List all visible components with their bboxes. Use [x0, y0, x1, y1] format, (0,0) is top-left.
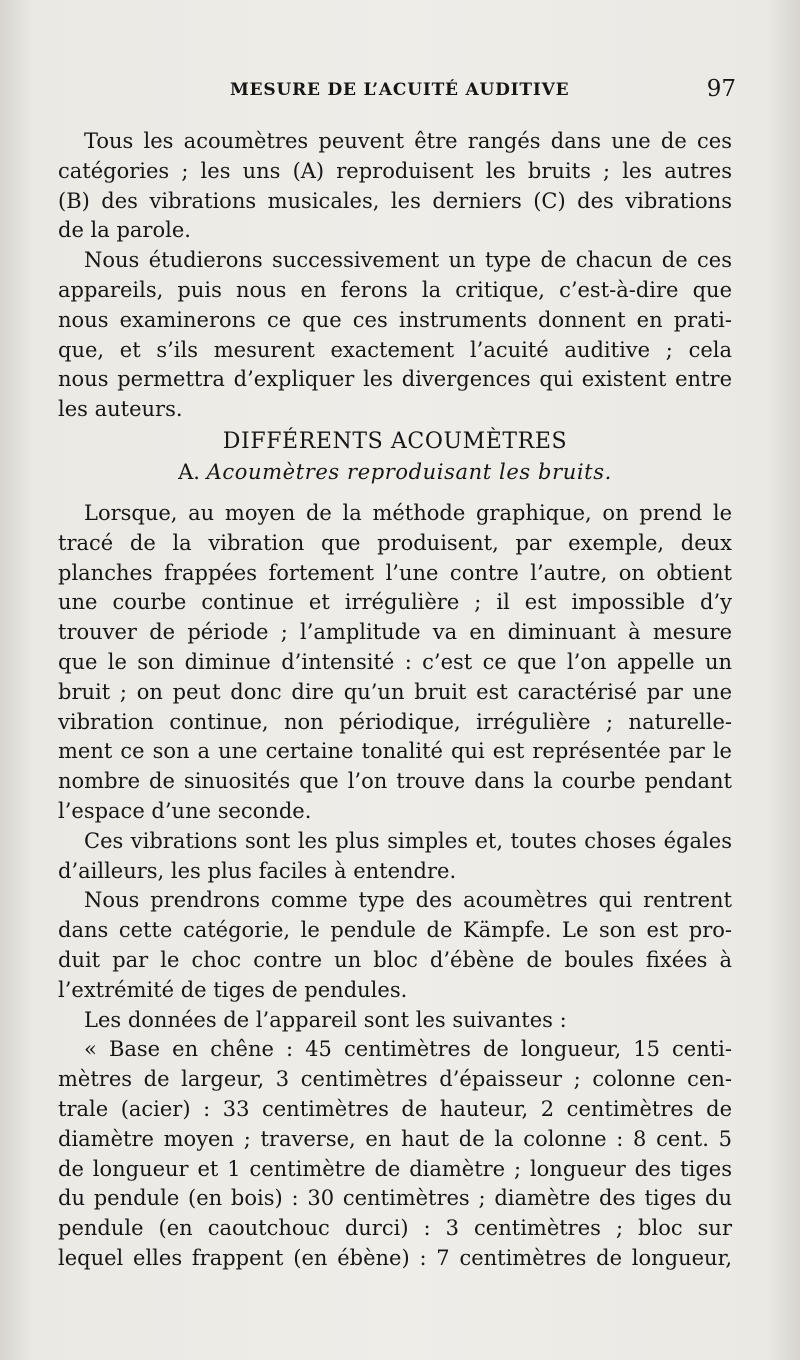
text-line: Les données de l’appareil sont les suivantes :: [84, 1007, 567, 1032]
text-line: l’espace d’une seconde.: [58, 798, 312, 823]
text-line: tracé de la vibration que produisent, par exemple, deux: [58, 530, 732, 555]
paragraph: [58, 127, 732, 246]
paragraph: [58, 1006, 732, 1036]
text-line: duit par le choc contre un bloc d’ébène de boules fixées à: [58, 947, 732, 972]
text-line: trouver de période ; l’amplitude va en diminuant à mesure: [58, 620, 732, 645]
text-line: d’ailleurs, les plus faciles à entendre.: [58, 858, 457, 883]
text-line: de longueur et 1 centimètre de diamètre ; longueur des tiges: [58, 1156, 732, 1181]
text-line: pendule (en caoutchouc durci) : 3 centimètres ; bloc sur: [58, 1216, 732, 1241]
text-line: catégories ; les uns (A) reproduisent les bruits ; les autres: [58, 158, 732, 183]
text-line: (B) des vibrations musicales, les derniers (C) des vibrations: [58, 188, 732, 213]
text-line: Nous étudierons successivement un type de chacun de ces: [84, 248, 732, 273]
text-line: les auteurs.: [58, 397, 183, 422]
text-line: trale (acier) : 33 centimètres de hauteur, 2 centimètres de: [58, 1096, 732, 1121]
text-line: lequel elles frappent (en ébène) : 7 centimètres de longueur,: [58, 1245, 732, 1270]
text-line: appareils, puis nous en ferons la critique, c’est-à-dire que: [58, 277, 732, 302]
text-line: une courbe continue et irrégulière ; il est impossible d’y: [58, 590, 732, 615]
text-line: du pendule (en bois) : 30 centimètres ; diamètre des tiges du: [58, 1186, 732, 1211]
text-line: Tous les acoumètres peuvent être rangés dans une de ces: [84, 129, 732, 153]
text-line: que le son diminue d’intensité : c’est ce que l’on appelle un: [58, 649, 732, 674]
page-number: 97: [706, 76, 736, 102]
paragraph: [58, 246, 732, 425]
text-line: nous examinerons ce que ces instruments donnent en prati-: [58, 307, 732, 332]
text-line: nous permettra d’expliquer les divergences qui existent entre: [58, 367, 732, 392]
subsection-letter: A.: [178, 459, 200, 484]
text-line: ment ce son a une certaine tonalité qui est représentée par le: [58, 739, 732, 764]
subsection-title: Acoumètres reproduisant les bruits.: [206, 459, 612, 484]
running-header: [58, 76, 738, 108]
text-line: bruit ; on peut donc dire qu’un bruit est caractérisé par une: [58, 679, 732, 704]
text-line: planches frappées fortement l’une contre l’autre, on obtient: [58, 560, 732, 585]
text-line: Ces vibrations sont les plus simples et, toutes choses égales: [84, 828, 732, 853]
text-line: que, et s’ils mesurent exactement l’acuité auditive ; cela: [58, 337, 732, 362]
text-line: Lorsque, au moyen de la méthode graphique, on prend le: [84, 500, 732, 525]
text-line: « Base en chêne : 45 centimètres de longueur, 15 centi-: [84, 1037, 732, 1062]
subsection-heading: [58, 457, 732, 487]
text-line: Nous prendrons comme type des acoumètres qui rentrent: [84, 888, 732, 913]
section-heading: DIFFÉRENTS ACOUMÈTRES: [222, 428, 568, 454]
text-line: vibration continue, non périodique, irrégulière ; naturelle-: [58, 709, 732, 734]
running-title: MESURE DE L’ACUITÉ AUDITIVE: [230, 80, 570, 100]
text-line: mètres de largeur, 3 centimètres d’épaisseur ; colonne cen-: [58, 1067, 732, 1092]
body-text: [58, 127, 732, 1274]
paragraph: [58, 827, 732, 887]
paragraph: [58, 499, 732, 827]
text-line: l’extrémité de tiges de pendules.: [58, 977, 408, 1002]
text-line: dans cette catégorie, le pendule de Kämpfe. Le son est pro-: [58, 918, 732, 943]
paragraph: [58, 1035, 732, 1273]
text-line: de la parole.: [58, 218, 191, 243]
text-line: diamètre moyen ; traverse, en haut de la colonne : 8 cent. 5: [58, 1126, 732, 1151]
text-line: nombre de sinuosités que l’on trouve dans la courbe pendant: [58, 769, 732, 794]
paragraph: [58, 886, 732, 1005]
